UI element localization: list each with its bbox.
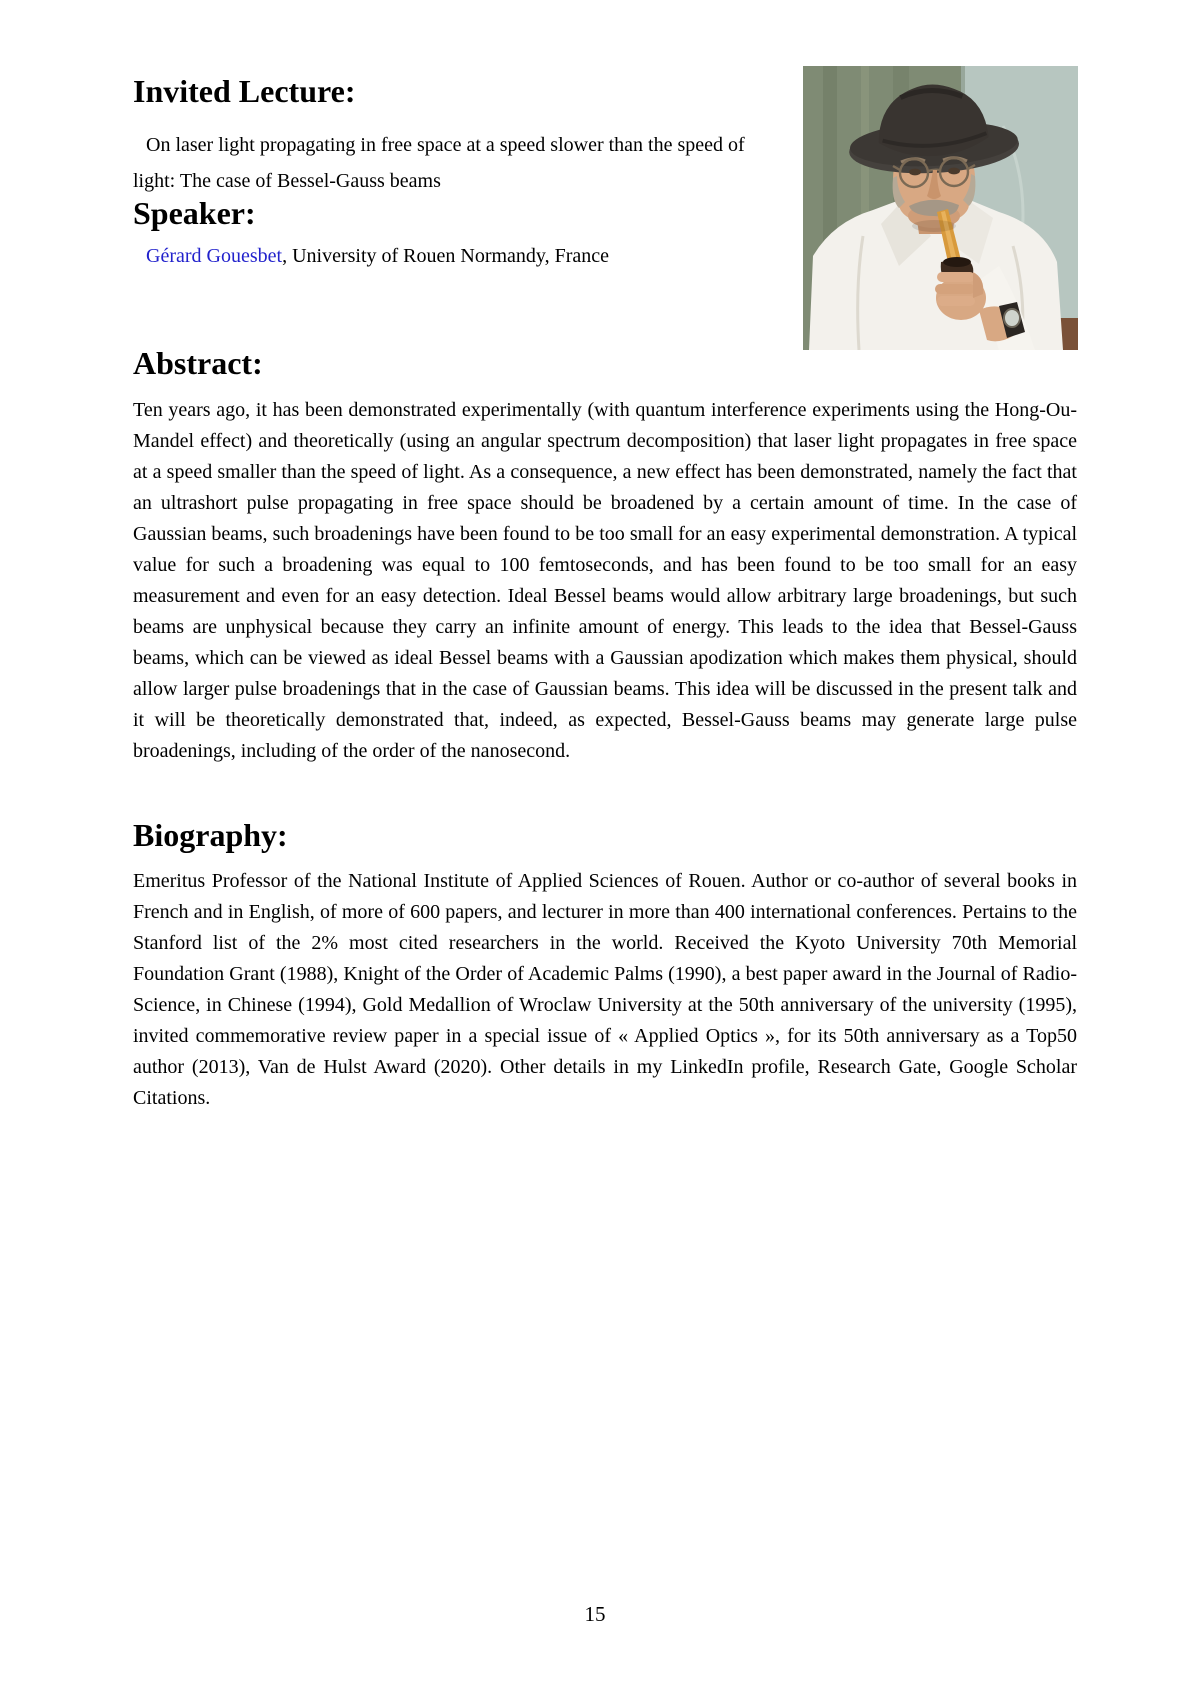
speaker-heading: Speaker:	[133, 195, 256, 231]
invited-lecture-heading: Invited Lecture:	[133, 73, 356, 109]
hand	[935, 272, 986, 320]
lecture-title: On laser light propagating in free space at a speed slower than the speed of light: The case of Bessel-Gauss beams	[133, 134, 745, 192]
abstract-text: Ten years ago, it has been demonstrated experimentally (with quantum interference experiments using the Hong-Ou-Mandel effect) and theoretically (using an angular spectrum decomposition) that laser light propagates in free space at a speed smaller than the speed of light. As a consequence, a new effect has been demonstrated, namely the fact that an ultrashort pulse propagating in free space should be broadened by a certain amount of time. In the case of Gaussian beams, such broadenings have been found to be too small for an easy experimental demonstration. A typical value for such a broadening was equal to 100 femtoseconds, and has been found to be too small for an easy measurement and even for an easy detection. Ideal Bessel beams would allow arbitrary large broadenings, but such beams are unphysical because they carry an infinite amount of energy. This leads to the idea that Bessel-Gauss beams, which can be viewed as ideal Bessel beams with a Gaussian apodization which makes them physical, should allow larger pulse broadenings that in the case of Gaussian beams. This idea will be discussed in the present talk and it will be theoretically demonstrated that, indeed, as expected, Bessel-Gauss beams may generate large pulse broadenings, including of the order of the nanosecond.	[133, 399, 1077, 762]
speaker-name-link[interactable]: Gérard Gouesbet	[146, 245, 283, 267]
eyes	[909, 169, 921, 176]
page-number: 15	[584, 1602, 606, 1626]
speaker-affiliation: , University of Rouen Normandy, France	[282, 245, 610, 267]
biography-heading: Biography:	[133, 817, 288, 853]
speaker-line	[133, 241, 793, 272]
biography-text: Emeritus Professor of the National Institute of Applied Sciences of Rouen. Author or co-author of several books in French and in English, of more of 600 papers, and lecturer in more than 400 international conferences. Pertains to the Stanford list of the 2% most cited researchers in the world. Received the Kyoto University 70th Memorial Foundation Grant (1988), Knight of the Order of Academic Palms (1990), a best paper award in the Journal of Radio-Science, in Chinese (1994), Gold Medallion of Wroclaw University at the 50th anniversary of the university (1995), invited commemorative review paper in a special issue of « Applied Optics », for its 50th anniversary as a Top50 author (2013), Van de Hulst Award (2020). Other details in my LinkedIn profile, Research Gate, Google Scholar Citations.	[133, 870, 1077, 1109]
abstract-heading: Abstract:	[133, 345, 263, 381]
speaker-photo	[803, 66, 1078, 350]
